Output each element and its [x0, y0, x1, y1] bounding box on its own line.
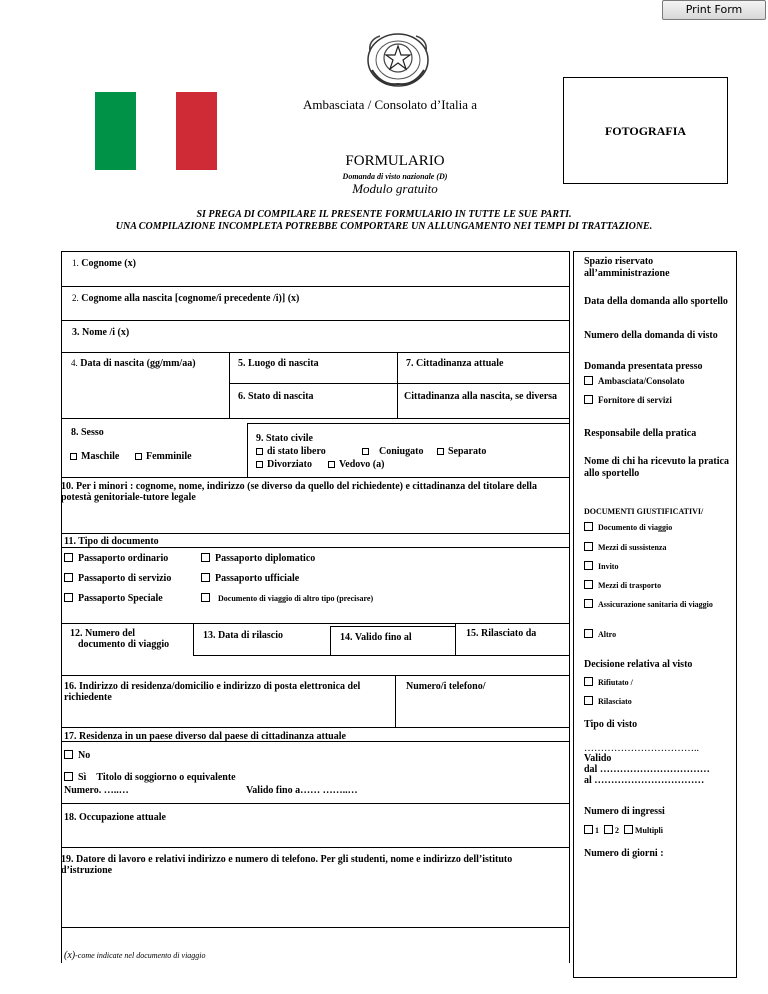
- free-form-note: Modulo gratuito: [352, 181, 438, 196]
- doc-special-option[interactable]: [64, 593, 163, 604]
- checkbox[interactable]: [362, 448, 369, 455]
- field-10-guardian[interactable]: [61, 477, 570, 533]
- doc-other-option[interactable]: [201, 593, 373, 603]
- checkbox[interactable]: [64, 593, 73, 602]
- italian-republic-emblem-icon: [362, 30, 434, 90]
- admin-title: Spazio riservato all’amministrazione: [584, 256, 670, 279]
- form-subtitle: Domanda di visto nazionale (D): [342, 172, 448, 181]
- field-2-label: Cognome alla nascita [cognome/i precedente /i)] (x): [81, 293, 300, 304]
- flag-green-band: [95, 92, 136, 170]
- photo-box[interactable]: [563, 77, 728, 184]
- residence-permit-label: Titolo di soggiorno o equivalente: [96, 772, 236, 783]
- residence-yes-label: Sì: [78, 772, 87, 783]
- field-16b-phone[interactable]: Numero/i telefono/: [406, 681, 486, 692]
- field-5-birth-place[interactable]: 5. Luogo di nascita: [238, 358, 319, 369]
- doc-travel-label: Documento di viaggio: [598, 523, 673, 532]
- sex-male-option[interactable]: [70, 451, 119, 462]
- valid-to-field[interactable]: al ……………………………: [584, 775, 705, 786]
- admin-documents-label: DOCUMENTI GIUSTIFICATIVI/: [584, 507, 704, 516]
- doc-invitation-label: Invito: [598, 562, 619, 571]
- status-separated-option[interactable]: [437, 446, 486, 457]
- field-12-doc-number[interactable]: [70, 628, 169, 650]
- entries-1-label: 1: [595, 826, 599, 835]
- field-4-number: 4.: [71, 358, 78, 368]
- checkbox[interactable]: [584, 825, 593, 834]
- sex-male-label: Maschile: [81, 451, 120, 462]
- checkbox[interactable]: [584, 395, 593, 404]
- field-7-citizenship[interactable]: 7. Cittadinanza attuale: [406, 358, 504, 369]
- status-single-label: di stato libero: [267, 446, 326, 457]
- doc-insurance-option[interactable]: [584, 599, 734, 610]
- field-3-name[interactable]: [61, 320, 570, 352]
- checkbox[interactable]: [584, 542, 593, 551]
- field-10-label: 10. Per i minori : cognome, nome, indirizzo (se diverso da quello del richiedente) e cittadinanza del titolare della potestà genitoriale-tutore legale: [61, 481, 537, 503]
- doc-ordinary-label: Passaporto ordinario: [78, 553, 169, 564]
- field-17-label: 17. Residenza in un paese diverso dal paese di cittadinanza attuale: [64, 731, 346, 742]
- status-single-option[interactable]: [256, 446, 326, 457]
- status-married-option[interactable]: [362, 446, 423, 457]
- doc-service-label: Passaporto di servizio: [78, 573, 172, 584]
- flag-white-band: [136, 92, 177, 170]
- field-15-issued-by[interactable]: 15. Rilasciato da: [466, 628, 537, 639]
- form-title: FORMULARIO: [345, 153, 445, 169]
- field-2-number: 2.: [72, 293, 79, 303]
- footnote-text: -come indicate nel documento di viaggio: [75, 951, 206, 960]
- entries-multiple-label: Multipli: [635, 826, 664, 835]
- doc-official-option[interactable]: [201, 573, 299, 584]
- entries-options: [584, 825, 663, 835]
- field-4-label: Data di nascita (gg/mm/aa): [80, 358, 196, 369]
- checkbox[interactable]: [584, 580, 593, 589]
- checkbox[interactable]: [201, 553, 210, 562]
- checkbox[interactable]: [584, 599, 593, 608]
- doc-other-label: Documento di viaggio di altro tipo (precisare): [218, 594, 374, 603]
- doc-means-option[interactable]: [584, 542, 666, 552]
- residence-permit-valid[interactable]: Valido fino a…… ……..…: [246, 785, 358, 796]
- doc-service-option[interactable]: [64, 573, 171, 584]
- flag-red-band: [176, 92, 217, 170]
- doc-transport-label: Mezzi di trasporto: [598, 581, 662, 590]
- footnote-mark: (x): [64, 950, 76, 961]
- field-3-label: 3. Nome /i (x): [72, 327, 130, 338]
- valid-from-field[interactable]: dal ……………………………: [584, 764, 710, 775]
- visa-type-field[interactable]: ……………………………..: [584, 743, 699, 754]
- residence-no-option[interactable]: [64, 750, 90, 761]
- status-divorced-option[interactable]: [256, 459, 312, 470]
- residence-permit-number[interactable]: Numero. …..…: [64, 785, 129, 796]
- admin-embassy-label: Ambasciata/Consolato: [598, 376, 685, 386]
- admin-application-date[interactable]: Data della domanda allo sportello: [584, 296, 728, 307]
- admin-embassy-option[interactable]: [584, 376, 685, 386]
- admin-received-by[interactable]: Nome di chi ha ricevuto la pratica allo sportello: [584, 456, 729, 479]
- field-9-civil-status-label: 9. Stato civile: [256, 433, 313, 444]
- residence-no-label: No: [78, 750, 91, 761]
- field-7b-birth-citizenship[interactable]: Cittadinanza alla nascita, se diversa: [404, 391, 558, 402]
- admin-provider-label: Fornitore di servizi: [598, 395, 672, 405]
- field-6-birth-country[interactable]: 6. Stato di nascita: [238, 391, 314, 402]
- doc-travel-option[interactable]: [584, 522, 672, 532]
- warning-line-1: SI PREGA DI COMPILARE IL PRESENTE FORMULARIO IN TUTTE LE SUE PARTI.: [196, 209, 572, 220]
- checkbox[interactable]: [64, 772, 73, 781]
- checkbox[interactable]: [604, 825, 613, 834]
- admin-visa-type-label: Tipo di visto: [584, 719, 638, 730]
- decision-issued-option[interactable]: [584, 696, 632, 706]
- doc-transport-option[interactable]: [584, 580, 661, 590]
- doc-diplomatic-label: Passaporto diplomatico: [215, 553, 316, 564]
- field-2-birth-surname[interactable]: [61, 286, 570, 320]
- doc-other-admin-option[interactable]: [584, 629, 616, 639]
- admin-application-number[interactable]: Numero della domanda di visto: [584, 330, 718, 341]
- field-1-label: Cognome (x): [81, 258, 136, 269]
- doc-ordinary-option[interactable]: [64, 553, 168, 564]
- status-divorced-label: Divorziato: [267, 459, 312, 470]
- admin-entries-label: Numero di ingressi: [584, 806, 665, 817]
- checkbox[interactable]: [201, 573, 210, 582]
- photo-label: FOTOGRAFIA: [604, 124, 687, 138]
- checkbox[interactable]: [584, 522, 593, 531]
- checkbox[interactable]: [328, 461, 335, 468]
- sex-female-label: Femminile: [146, 451, 192, 462]
- field-19-employer[interactable]: [61, 847, 570, 928]
- decision-issued-label: Rilasciato: [598, 697, 632, 706]
- admin-officer[interactable]: Responsabile della pratica: [584, 428, 697, 439]
- field-18-occupation[interactable]: [61, 803, 570, 847]
- checkbox[interactable]: [64, 750, 73, 759]
- field-4-birth-date[interactable]: [71, 358, 196, 369]
- checkbox[interactable]: [624, 825, 633, 834]
- residence-yes-option[interactable]: [64, 772, 236, 783]
- checkbox[interactable]: [256, 461, 263, 468]
- field-12-label-a: 12. Numero del: [70, 628, 136, 639]
- field-16-label: 16. Indirizzo di residenza/domicilio e indirizzo di posta elettronica del richiedente: [64, 681, 361, 703]
- checkbox[interactable]: [584, 677, 593, 686]
- doc-means-label: Mezzi di sussistenza: [598, 543, 667, 552]
- field-14-valid-until[interactable]: 14. Valido fino al: [340, 632, 412, 643]
- sex-female-option[interactable]: [135, 451, 192, 462]
- field-8-sex-label: 8. Sesso: [71, 427, 104, 438]
- checkbox[interactable]: [201, 593, 210, 602]
- admin-submitted-at-label: Domanda presentata presso: [584, 361, 703, 372]
- status-separated-label: Separato: [448, 446, 487, 457]
- entries-2-label: 2: [615, 826, 619, 835]
- print-form-button[interactable]: Print Form: [662, 0, 766, 20]
- doc-diplomatic-option[interactable]: [201, 553, 315, 564]
- italian-flag: [95, 92, 217, 170]
- admin-days-label[interactable]: Numero di giorni :: [584, 848, 664, 859]
- field-1-surname[interactable]: [61, 251, 570, 287]
- consulate-line: Ambasciata / Consolato d’Italia a: [302, 97, 477, 112]
- warning-line-2: UNA COMPILAZIONE INCOMPLETA POTREBBE COMPORTARE UN ALLUNGAMENTO NEI TEMPI DI TRATTAZIONE.: [115, 221, 653, 232]
- checkbox[interactable]: [437, 448, 444, 455]
- field-13-issue-date[interactable]: 13. Data di rilascio: [203, 630, 283, 641]
- admin-provider-option[interactable]: [584, 395, 672, 405]
- checkbox[interactable]: [584, 376, 593, 385]
- checkbox[interactable]: [64, 573, 73, 582]
- checkbox[interactable]: [584, 629, 593, 638]
- admin-valid-label: Valido: [584, 753, 612, 764]
- doc-other-admin-label: Altro: [598, 630, 617, 639]
- checkbox[interactable]: [64, 553, 73, 562]
- field-18-label: 18. Occupazione attuale: [64, 812, 166, 823]
- checkbox[interactable]: [584, 696, 593, 705]
- status-married-label: Coniugato: [379, 446, 424, 457]
- field-19-label: 19. Datore di lavoro e relativi indirizzo e numero di telefono. Per gli studenti, nome e indirizzo dell’istituto d’istruzione: [61, 854, 513, 876]
- decision-refused-option[interactable]: [584, 677, 633, 687]
- decision-refused-label: Rifiutato /: [598, 678, 633, 687]
- admin-decision-label: Decisione relativa al visto: [584, 659, 693, 670]
- doc-official-label: Passaporto ufficiale: [215, 573, 300, 584]
- field-12-label-b: documento di viaggio: [78, 639, 170, 650]
- status-widowed-label: Vedovo (a): [339, 459, 385, 470]
- field-11-label: 11. Tipo di documento: [64, 536, 159, 547]
- checkbox[interactable]: [584, 561, 593, 570]
- checkbox[interactable]: [135, 453, 142, 460]
- doc-insurance-label: Assicurazione sanitaria di viaggio: [598, 600, 713, 609]
- field-1-number: 1.: [72, 258, 79, 268]
- checkbox[interactable]: [70, 453, 77, 460]
- footnote: [64, 950, 206, 961]
- status-widowed-option[interactable]: [328, 459, 384, 470]
- doc-special-label: Passaporto Speciale: [78, 593, 163, 604]
- checkbox[interactable]: [256, 448, 263, 455]
- doc-invitation-option[interactable]: [584, 561, 618, 571]
